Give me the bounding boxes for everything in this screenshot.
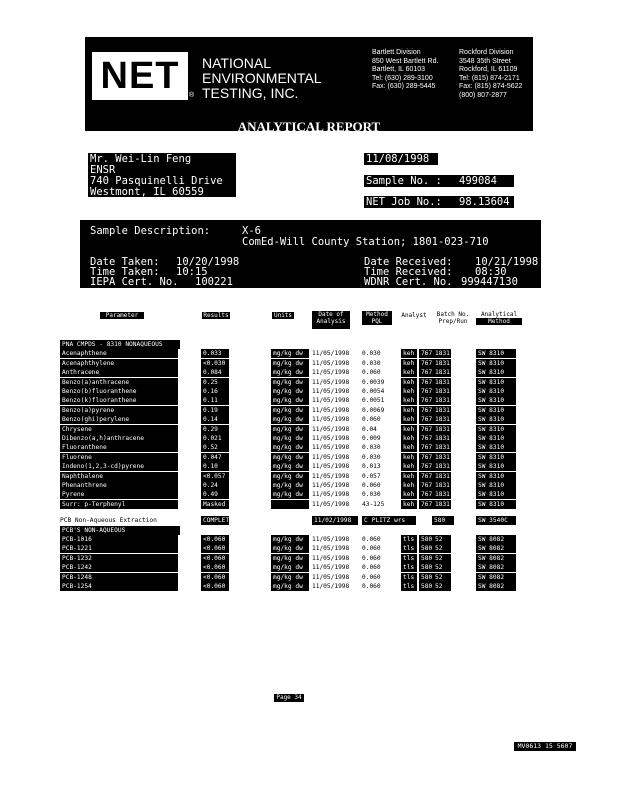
col-header-date-line-1: Date of <box>318 311 344 318</box>
run-cell: 1831 <box>435 369 450 377</box>
bartlett-line: Tel: (630) 289-3100 <box>372 74 433 82</box>
analyst-cell: keh <box>401 434 417 443</box>
method-cell: SW 8310 <box>476 378 516 387</box>
batch-cell: 767 <box>421 453 433 461</box>
units-cell: mg/kg dw <box>271 563 309 572</box>
units-cell: mg/kg dw <box>271 535 309 544</box>
bartlett-address <box>372 49 438 92</box>
method-cell: SW 8310 <box>476 481 516 490</box>
units-cell: mg/kg dw <box>271 406 309 415</box>
section-title: PCB Non-Aqueous Extraction <box>60 517 157 525</box>
job-no: 98.13604 <box>459 196 510 208</box>
bartlett-line: 850 West Bartlett Rd. <box>372 57 439 65</box>
run-cell: 52 <box>433 554 451 563</box>
pql-cell: 0.013 <box>362 463 381 471</box>
units-cell: mg/kg dw <box>271 443 309 452</box>
pql-cell: 0.030 <box>362 359 381 367</box>
parameter-cell: PCB-1254 <box>60 582 178 591</box>
date-cell: 11/05/1998 <box>312 463 350 471</box>
units-cell: mg/kg dw <box>271 368 309 377</box>
date-cell: 11/05/1998 <box>312 564 350 572</box>
parameter-cell: Fluorene <box>60 453 178 462</box>
units-cell: mg/kg dw <box>271 573 309 582</box>
batch-cell: 767 <box>421 482 433 489</box>
col-header-date <box>312 311 350 329</box>
analyst-cell: keh <box>401 490 417 499</box>
sample-description-2: ComEd-Will County Station; 1801-023-710 <box>242 236 489 248</box>
time-taken: 10:15 <box>176 266 208 278</box>
date-cell: 11/05/1998 <box>312 435 350 442</box>
result-cell: <0.060 <box>201 573 229 582</box>
pql-cell: 0.060 <box>362 564 381 572</box>
units-cell: mg/kg dw <box>271 472 309 481</box>
method-cell: SW 8310 <box>476 349 516 358</box>
method-cell: SW 8082 <box>476 582 516 591</box>
document-id: MV0613 15 5607 <box>514 742 576 751</box>
batch-cell: 767 <box>421 435 433 442</box>
result-cell: 0.29 <box>201 425 229 434</box>
pql-cell: 0.04 <box>362 425 377 433</box>
batch-cell: 580 <box>421 545 433 553</box>
analyst-cell: tls <box>401 582 417 591</box>
extraction-batch: 580 <box>432 516 454 525</box>
batch-cell: 767 <box>421 500 433 508</box>
result-cell: 0.10 <box>201 462 229 471</box>
run-cell: 1831 <box>435 378 450 386</box>
pql-cell: 0.0051 <box>362 397 385 405</box>
date-received-label: Date Received: <box>364 256 453 268</box>
pql-cell: 0.0039 <box>362 378 385 386</box>
pql-cell: 0.0054 <box>362 388 385 395</box>
col-header-batch-line-1: Batch No. <box>436 311 470 318</box>
date-cell: 11/05/1998 <box>312 453 350 461</box>
date-cell: 11/05/1998 <box>312 545 350 553</box>
method-cell: SW 8310 <box>476 359 516 368</box>
units-cell: mg/kg dw <box>271 378 309 387</box>
run-cell: 1831 <box>435 406 450 414</box>
batch-cell: 767 <box>421 350 433 358</box>
run-cell: 1831 <box>435 491 450 499</box>
date-cell: 11/05/1998 <box>312 425 350 433</box>
batch-cell: 767 <box>421 369 433 377</box>
method-cell: SW 8082 <box>476 573 516 582</box>
report-title: ANALYTICAL REPORT <box>237 119 381 134</box>
method-cell: SW 8082 <box>476 563 516 572</box>
job-no-label: NET Job No.: <box>366 196 442 208</box>
time-received-label: Time Received: <box>364 266 453 278</box>
company-name-line-3: TESTING, INC. <box>202 85 299 101</box>
run-cell: 1831 <box>435 416 450 424</box>
analyst-cell: keh <box>401 472 417 481</box>
result-cell: 0.14 <box>201 415 229 424</box>
iepa-cert-label: IEPA Cert. No. <box>90 276 179 288</box>
date-cell: 11/05/1998 <box>312 583 350 590</box>
parameter-cell: Benzo(b)fluoranthene <box>60 387 178 396</box>
analyst-cell: keh <box>401 368 417 377</box>
units-cell: mg/kg dw <box>271 425 309 434</box>
method-cell: SW 8310 <box>476 490 516 499</box>
col-header-parameter: Parameter <box>100 312 144 319</box>
units-cell: mg/kg dw <box>271 544 309 553</box>
analyst-cell: keh <box>401 349 417 358</box>
date-cell: 11/05/1998 <box>312 573 350 581</box>
parameter-cell: Dibenzo(a,h)anthracene <box>60 434 178 443</box>
pql-cell: 0.030 <box>362 444 381 452</box>
pql-cell: 0.009 <box>362 435 381 442</box>
date-cell: 11/05/1998 <box>312 406 350 414</box>
batch-cell: 767 <box>421 388 433 395</box>
time-taken-label: Time Taken: <box>90 266 160 278</box>
time-received: 08:30 <box>475 266 507 278</box>
client-company: ENSR <box>90 164 116 176</box>
method-cell: SW 8082 <box>476 535 516 544</box>
date-cell: 11/05/1998 <box>312 554 350 562</box>
units-cell: mg/kg dw <box>271 396 309 405</box>
run-cell: 52 <box>433 573 451 582</box>
result-cell: 0.021 <box>201 434 229 443</box>
batch-cell: 767 <box>421 397 433 405</box>
pql-cell: 0.060 <box>362 416 381 424</box>
run-cell: 1831 <box>435 435 450 442</box>
result-cell: 0.49 <box>201 490 229 499</box>
net-logo: NET <box>100 55 180 97</box>
result-cell: 0.24 <box>201 481 229 490</box>
method-cell: SW 8310 <box>476 425 516 434</box>
extraction-date: 11/02/1998 <box>312 516 358 525</box>
sample-description-label: Sample Description: <box>90 225 211 237</box>
parameter-cell: PCB-1016 <box>60 535 178 544</box>
col-header-analytical-line-1: Analytical <box>480 311 518 318</box>
run-cell: 1831 <box>435 425 450 433</box>
date-cell: 11/05/1998 <box>312 378 350 386</box>
analyst-cell: keh <box>401 378 417 387</box>
date-cell: 11/05/1998 <box>312 491 350 499</box>
units-cell: mg/kg dw <box>271 387 309 396</box>
date-cell: 11/05/1998 <box>312 536 350 543</box>
pql-cell: 0.060 <box>362 369 381 377</box>
company-name-line-2: ENVIRONMENTAL <box>202 70 322 86</box>
rockford-line: Fax: (815) 874-5622 <box>459 83 523 90</box>
batch-cell: 580 <box>421 573 433 581</box>
run-cell: 1831 <box>435 453 450 461</box>
col-header-batch <box>432 311 474 329</box>
result-cell: <0.057 <box>201 472 229 481</box>
method-cell: SW 8082 <box>476 554 516 563</box>
result-cell: 0.047 <box>201 453 229 462</box>
pql-cell: 0.060 <box>362 482 381 489</box>
method-cell: SW 8310 <box>476 443 516 452</box>
registered-mark: ® <box>189 92 195 99</box>
analyst-cell: keh <box>401 500 417 509</box>
analyst-cell: keh <box>401 415 417 424</box>
parameter-cell: Benzo(k)fluoranthene <box>60 396 178 405</box>
col-header-units: Units <box>273 312 293 319</box>
batch-cell: 580 <box>421 536 433 543</box>
units-cell: mg/kg dw <box>271 582 309 591</box>
analyst-cell: keh <box>401 453 417 462</box>
parameter-cell: Fluoranthene <box>60 443 178 452</box>
batch-cell: 767 <box>421 463 433 471</box>
method-cell: SW 8310 <box>476 368 516 377</box>
batch-cell: 767 <box>421 359 433 367</box>
run-cell: 1831 <box>435 388 450 395</box>
rockford-line: (800) 807-2877 <box>459 91 507 99</box>
parameter-cell: Surr: p-Terphenyl <box>60 500 178 509</box>
pql-cell: 0.060 <box>362 536 381 543</box>
iepa-cert: 100221 <box>195 276 233 288</box>
analyst-cell: tls <box>401 573 417 582</box>
parameter-cell: Benzo(a)pyrene <box>60 406 178 415</box>
date-cell: 11/05/1998 <box>312 416 350 424</box>
parameter-cell: Indeno(1,2,3-cd)pyrene <box>60 462 178 471</box>
run-cell: 1831 <box>435 472 450 480</box>
result-cell: 0.033 <box>201 349 229 358</box>
analyst-cell: keh <box>401 359 417 368</box>
wdnr-cert: 999447130 <box>461 276 518 288</box>
rockford-line: Tel: (815) 874-2171 <box>459 74 520 82</box>
sample-no: 499084 <box>459 175 497 187</box>
result-cell: <0.030 <box>201 359 229 368</box>
col-header-method-line-2: PQL <box>362 318 392 325</box>
parameter-cell: PCB-1242 <box>60 563 178 572</box>
batch-cell: 767 <box>421 416 433 424</box>
units-cell: mg/kg dw <box>271 415 309 424</box>
units-cell: mg/kg dw <box>271 349 309 358</box>
run-cell: 1831 <box>435 397 450 405</box>
pql-cell: 0.057 <box>362 472 381 480</box>
date-cell: 11/05/1998 <box>312 500 350 508</box>
extraction-pql: C <box>364 517 368 525</box>
date-received: 10/21/1998 <box>475 256 539 268</box>
date-cell: 11/05/1998 <box>312 397 350 405</box>
method-cell: SW 8310 <box>476 472 516 481</box>
analyst-cell: keh <box>401 443 417 452</box>
analyst-cell: tls <box>401 535 417 544</box>
pql-cell: 43-125 <box>362 500 385 508</box>
units-cell: mg/kg dw <box>271 481 309 490</box>
result-cell: 0.11 <box>201 396 229 405</box>
run-cell: 1831 <box>435 500 450 508</box>
analyst-cell: keh <box>401 425 417 434</box>
pql-cell: 0.030 <box>362 350 381 358</box>
parameter-cell: PCB-1248 <box>60 573 178 582</box>
col-header-batch-line-2: Prep/Run <box>438 318 468 325</box>
company-name-line-1: NATIONAL <box>202 55 271 71</box>
run-cell: 1831 <box>435 444 450 452</box>
batch-cell: 767 <box>421 491 433 499</box>
parameter-cell: PCB-1232 <box>60 554 178 563</box>
batch-cell: 767 <box>421 472 433 480</box>
bartlett-line: Bartlett Division <box>372 49 421 56</box>
result-cell: <0.060 <box>201 554 229 563</box>
date-cell: 11/05/1998 <box>312 369 350 377</box>
result-cell: <0.060 <box>201 563 229 572</box>
pql-cell: 0.060 <box>362 583 381 590</box>
method-cell: SW 8310 <box>476 396 516 405</box>
bartlett-line: Bartlett, IL 60103 <box>372 66 426 73</box>
result-cell: <0.060 <box>201 535 229 544</box>
parameter-cell: Pyrene <box>60 490 178 499</box>
run-cell: 1831 <box>435 463 450 471</box>
col-header-method-line-1: Method <box>362 311 392 318</box>
extraction-pql-analyst <box>362 516 416 525</box>
pql-cell: 0.060 <box>362 554 381 562</box>
batch-cell: 767 <box>421 406 433 414</box>
parameter-cell: Chrysene <box>60 425 178 434</box>
parameter-cell: PCB-1221 <box>60 544 178 553</box>
parameter-cell: Benzo(ghi)perylene <box>60 415 178 424</box>
date-cell: 11/05/1998 <box>312 388 350 395</box>
units-cell: mg/kg dw <box>271 490 309 499</box>
parameter-cell: Anthracene <box>60 368 178 377</box>
run-cell: 1831 <box>435 359 450 367</box>
pql-cell: 0.0069 <box>362 406 385 414</box>
units-cell: mg/kg dw <box>271 462 309 471</box>
analyst-cell: keh <box>401 406 417 415</box>
run-cell: 52 <box>433 535 451 544</box>
run-cell: 1831 <box>435 482 450 489</box>
parameter-cell: Naphthalene <box>60 472 178 481</box>
result-cell: 0.19 <box>201 406 229 415</box>
units-cell: mg/kg dw <box>271 434 309 443</box>
parameter-cell: Acenaphthene <box>60 349 178 358</box>
date-taken-label: Date Taken: <box>90 256 160 268</box>
method-cell: SW 8310 <box>476 434 516 443</box>
parameter-cell: Acenaphthylene <box>60 359 178 368</box>
date-taken: 10/20/1998 <box>176 256 240 268</box>
extraction-analyst: PLITZ wrs <box>371 517 406 525</box>
analyst-cell: tls <box>401 554 417 563</box>
units-cell: mg/kg dw <box>271 554 309 563</box>
col-header-method-pql <box>362 311 392 329</box>
section-title: PNA CMPDS - 8310 NONAQUEOUS <box>60 340 180 349</box>
run-cell: 52 <box>433 544 451 553</box>
date-cell: 11/05/1998 <box>312 444 350 452</box>
sample-no-label: Sample No. : <box>366 175 442 187</box>
method-cell: SW 8310 <box>476 406 516 415</box>
method-cell: SW 8310 <box>476 415 516 424</box>
client-city: Westmont, IL 60559 <box>90 186 204 198</box>
batch-cell: 767 <box>421 444 433 452</box>
method-cell: SW 8310 <box>476 387 516 396</box>
units-cell: mg/kg dw <box>271 453 309 462</box>
page-number: Page 34 <box>274 694 304 702</box>
result-cell: 0.16 <box>201 387 229 396</box>
pql-cell: 0.030 <box>362 453 381 461</box>
result-cell: Masked <box>201 500 229 509</box>
analyst-cell: keh <box>401 396 417 405</box>
parameter-cell: Benzo(a)anthracene <box>60 378 178 387</box>
method-cell: SW 8310 <box>476 462 516 471</box>
result-cell: 0.25 <box>201 378 229 387</box>
rockford-line: 3548 35th Street <box>459 57 511 65</box>
method-cell: SW 8310 <box>476 453 516 462</box>
col-header-analyst: Analyst <box>401 312 427 319</box>
pql-cell: 0.060 <box>362 573 381 581</box>
client-street: 740 Pasquinelli Drive <box>90 175 223 187</box>
run-cell: 52 <box>433 582 451 591</box>
analyst-cell: tls <box>401 563 417 572</box>
extraction-method: SW 3540C <box>476 516 516 525</box>
result-cell: 0.084 <box>201 368 229 377</box>
units-cell: mg/kg dw <box>271 359 309 368</box>
col-header-analytical-method <box>476 311 522 329</box>
rockford-address <box>459 49 522 100</box>
run-cell: 1831 <box>435 350 450 358</box>
batch-cell: 580 <box>421 564 433 572</box>
analyst-cell: keh <box>401 481 417 490</box>
result-cell: 0.52 <box>201 443 229 452</box>
date-cell: 11/05/1998 <box>312 359 350 367</box>
pql-cell: 0.030 <box>362 491 381 499</box>
batch-cell: 767 <box>421 425 433 433</box>
extraction-result: COMPLETE <box>203 517 233 525</box>
analyst-cell: keh <box>401 462 417 471</box>
method-cell: SW 8082 <box>476 544 516 553</box>
report-date: 11/08/1998 <box>366 153 430 165</box>
wdnr-cert-label: WDNR Cert. No. <box>364 276 453 288</box>
bartlett-line: Fax: (630) 289-5445 <box>372 83 436 90</box>
analyst-cell: tls <box>401 544 417 553</box>
col-header-date-line-2: Analysis <box>316 318 346 325</box>
col-header-analytical-line-2: Method <box>476 318 522 325</box>
units-cell <box>271 500 309 509</box>
rockford-line: Rockford, IL 61109 <box>459 66 518 73</box>
method-cell: SW 8310 <box>476 500 516 509</box>
result-cell: <0.060 <box>201 582 229 591</box>
rockford-line: Rockford Division <box>459 49 514 56</box>
date-cell: 11/05/1998 <box>312 472 350 480</box>
client-name: Mr. Wei-Lin Feng <box>90 153 192 165</box>
parameter-cell: Phenanthrene <box>60 481 178 490</box>
result-cell: <0.060 <box>201 544 229 553</box>
section-title: PCB'S NON-AQUEOUS <box>60 526 180 535</box>
analyst-cell: keh <box>401 387 417 396</box>
date-cell: 11/05/1998 <box>312 482 350 489</box>
pql-cell: 0.060 <box>362 545 381 553</box>
run-cell: 52 <box>433 563 451 572</box>
date-cell: 11/05/1998 <box>312 350 350 358</box>
batch-cell: 767 <box>421 378 433 386</box>
batch-cell: 580 <box>421 554 433 562</box>
batch-cell: 580 <box>421 583 433 590</box>
sample-description-1: X-6 <box>242 225 261 237</box>
col-header-results: Results <box>203 312 229 319</box>
